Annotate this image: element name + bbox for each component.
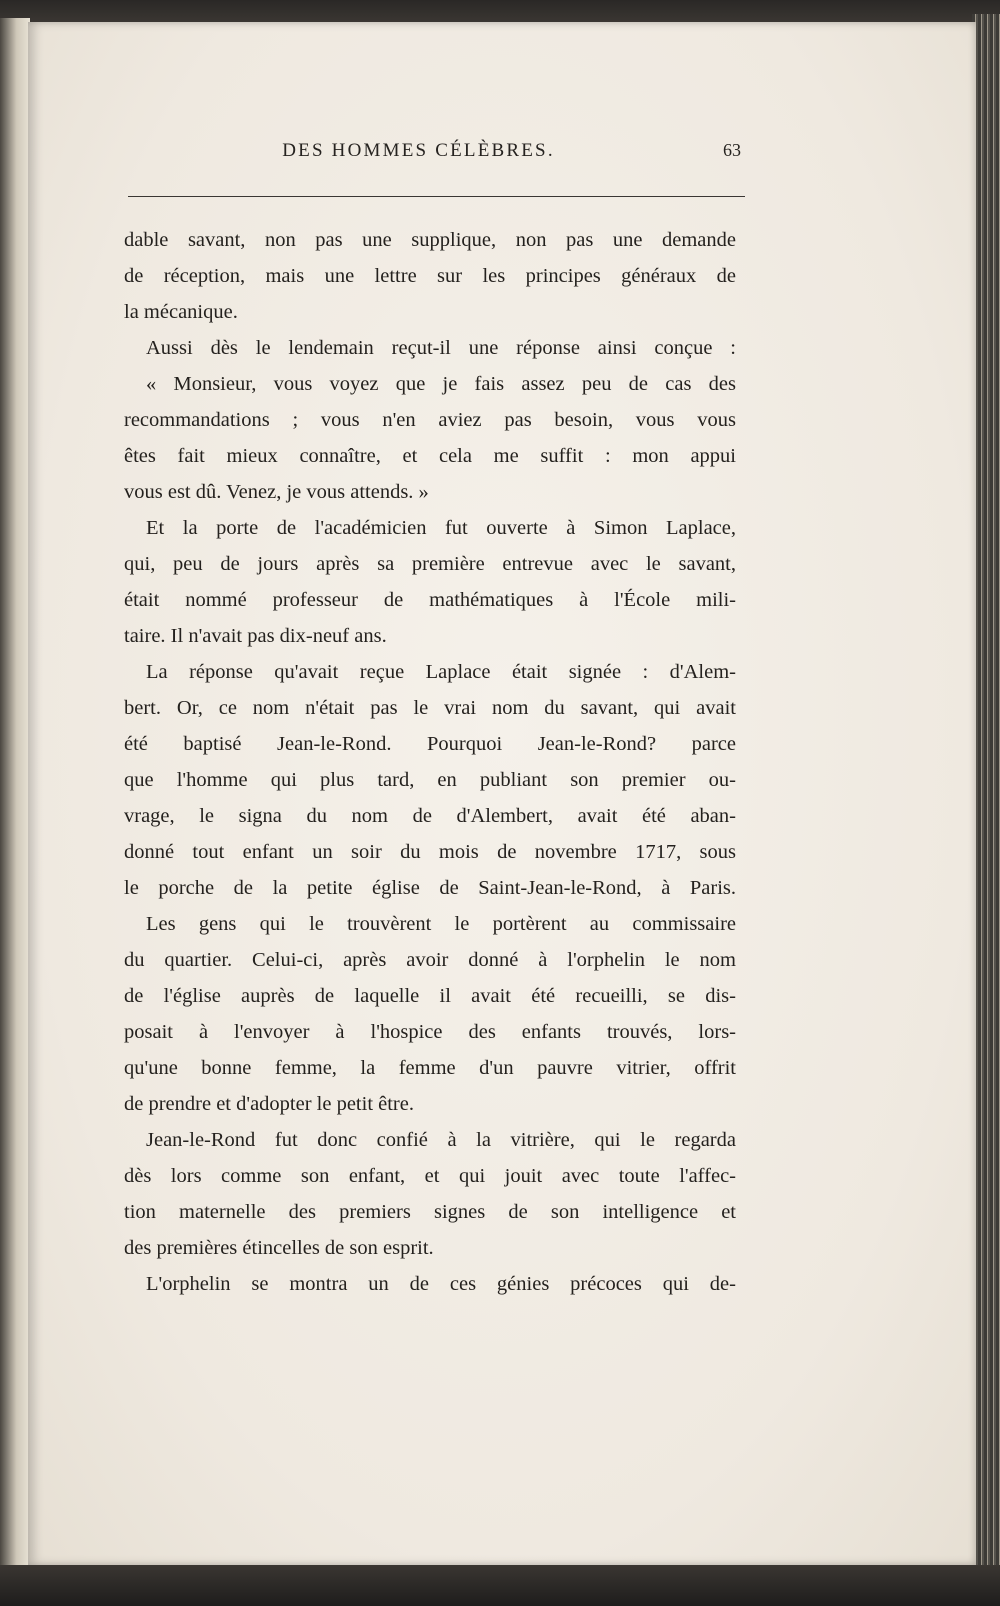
paragraph-first-line: L'orphelin se montra un de ces génies précoces qui de- xyxy=(146,1273,736,1295)
paragraph-first-line: Les gens qui le trouvèrent le portèrent au commissaire xyxy=(146,913,736,935)
paragraph-first-line: Jean-le-Rond fut donc confié à la vitrière, qui le regarda xyxy=(146,1129,736,1151)
text-line: de réception, mais une lettre sur les principes généraux de xyxy=(124,265,736,287)
text-line: taire. Il n'avait pas dix-neuf ans. xyxy=(124,625,387,647)
body-text xyxy=(124,222,736,1302)
text-line: donné tout enfant un soir du mois de novembre 1717, sous xyxy=(124,841,736,863)
text-line: que l'homme qui plus tard, en publiant son premier ou- xyxy=(124,769,736,791)
text-line: qu'une bonne femme, la femme d'un pauvre vitrier, offrit xyxy=(124,1057,736,1079)
text-line: bert. Or, ce nom n'était pas le vrai nom du savant, qui avait xyxy=(124,697,736,719)
running-title: DES HOMMES CÉLÈBRES. xyxy=(282,140,555,161)
header-rule xyxy=(128,196,745,197)
paragraph-first-line: Et la porte de l'académicien fut ouverte à Simon Laplace, xyxy=(146,517,736,539)
facing-page-edge xyxy=(0,18,30,1568)
scan-bottom-border xyxy=(0,1565,1000,1606)
text-line: du quartier. Celui-ci, après avoir donné à l'orphelin le nom xyxy=(124,949,736,971)
text-line: recommandations ; vous n'en aviez pas besoin, vous vous xyxy=(124,409,736,431)
text-line: été baptisé Jean-le-Rond. Pourquoi Jean-le-Rond? parce xyxy=(124,733,736,755)
text-line: le porche de la petite église de Saint-Jean-le-Rond, à Paris. xyxy=(124,877,736,899)
text-line: la mécanique. xyxy=(124,301,238,323)
text-line: dable savant, non pas une supplique, non pas une demande xyxy=(124,229,736,251)
text-line: tion maternelle des premiers signes de son intelligence et xyxy=(124,1201,736,1223)
paragraph-first-line: « Monsieur, vous voyez que je fais assez peu de cas des xyxy=(146,373,736,395)
text-line: de l'église auprès de laquelle il avait été recueilli, se dis- xyxy=(124,985,736,1007)
page-header xyxy=(96,140,741,170)
paragraph-first-line: La réponse qu'avait reçue Laplace était signée : d'Alem- xyxy=(146,661,736,683)
text-line: vrage, le signa du nom de d'Alembert, avait été aban- xyxy=(124,805,736,827)
book-fore-edge xyxy=(972,14,1000,1574)
text-line: des premières étincelles de son esprit. xyxy=(124,1237,434,1259)
text-line: êtes fait mieux connaître, et cela me suffit : mon appui xyxy=(124,445,736,467)
page-number: 63 xyxy=(723,140,741,160)
paragraph-first-line: Aussi dès le lendemain reçut-il une réponse ainsi conçue : xyxy=(146,337,736,359)
text-line: était nommé professeur de mathématiques à l'École mili- xyxy=(124,589,736,611)
text-line: qui, peu de jours après sa première entrevue avec le savant, xyxy=(124,553,736,575)
text-line: posait à l'envoyer à l'hospice des enfants trouvés, lors- xyxy=(124,1021,736,1043)
text-line: de prendre et d'adopter le petit être. xyxy=(124,1093,414,1115)
scan-top-border xyxy=(0,0,1000,22)
text-line: vous est dû. Venez, je vous attends. » xyxy=(124,481,429,503)
text-line: dès lors comme son enfant, et qui jouit avec toute l'affec- xyxy=(124,1165,736,1187)
